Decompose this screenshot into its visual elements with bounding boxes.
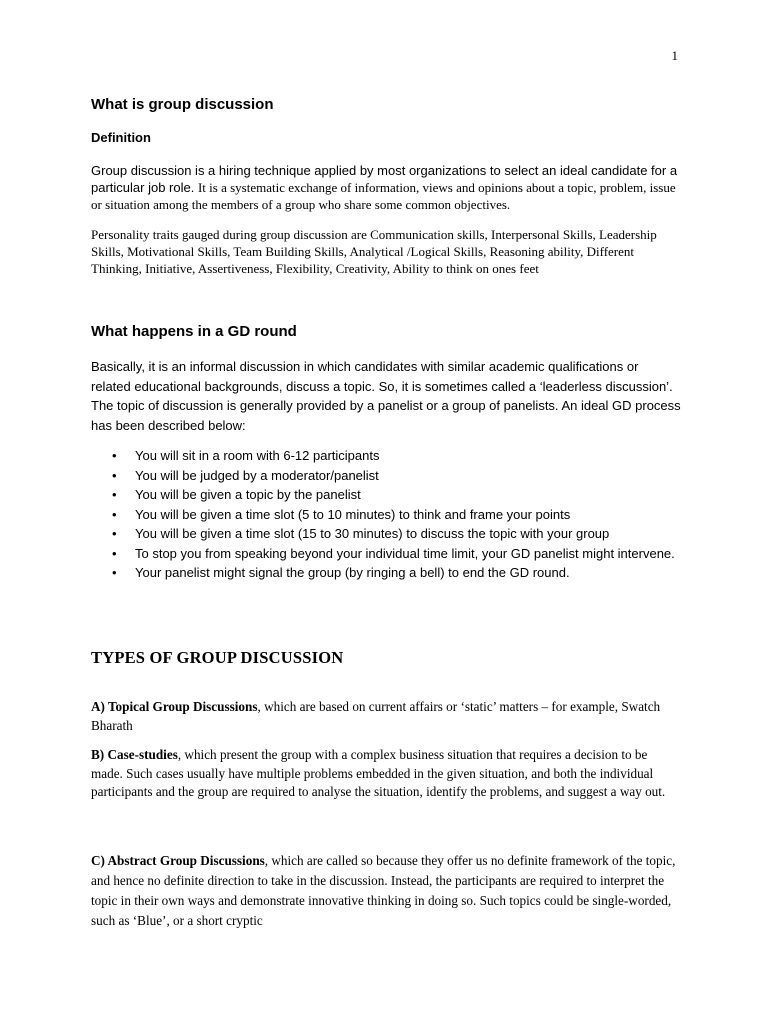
abstract-gd-paragraph — [91, 851, 681, 931]
topical-gd-label: A) Topical Group Discussions — [91, 699, 258, 714]
list-item: • To stop you from speaking beyond your individual time limit, your GD panelist might intervene. — [91, 544, 681, 564]
definition-paragraph — [91, 162, 681, 213]
section-title-types-of-gd: TYPES OF GROUP DISCUSSION — [91, 648, 344, 667]
gd-process-list — [91, 446, 681, 583]
section-title-gd-round: What happens in a GD round — [91, 323, 297, 340]
list-item: • You will be judged by a moderator/panelist — [91, 466, 681, 486]
list-item: • You will sit in a room with 6-12 participants — [91, 446, 681, 466]
definition-heading: Definition — [91, 130, 151, 145]
abstract-gd-text: , which are called so because they offer us no definite framework of the topic, and hence no definite direction to take in the discussion. Instead, the participants are required to interpret the topic in their own ways and demonstrate innovative thinking in doing so. Such topics could be single-worded, such as ‘Blue’, or a short cryptic — [91, 853, 676, 928]
definition-text-part2: It is a systematic exchange of information, views and opinions about a topic, problem, issue or situation among the members of a group who share some common objectives. — [91, 180, 676, 212]
abstract-gd-label: C) Abstract Group Discussions — [91, 853, 265, 868]
topical-gd-text: , which are based on current affairs or ‘static’ matters – for example, Swatch Bharath — [91, 699, 661, 733]
page-number: 1 — [671, 48, 678, 63]
definition-text-part1: Group discussion is a hiring technique applied by most organizations to select an ideal candidate for a particular job role. — [91, 163, 678, 195]
section-title-what-is-gd: What is group discussion — [91, 96, 274, 113]
list-item: • Your panelist might signal the group (by ringing a bell) to end the GD round. — [91, 563, 681, 583]
list-item: • You will be given a time slot (15 to 30 minutes) to discuss the topic with your group — [91, 524, 681, 544]
case-studies-text: , which present the group with a complex business situation that requires a decision to be made. Such cases usually have multiple problems embedded in the given situation, and both the individual participants and the group are required to analyse the situation, identify the problems, and suggest a way out. — [91, 747, 666, 799]
list-item: • You will be given a time slot (5 to 10 minutes) to think and frame your points — [91, 505, 681, 525]
case-studies-label: B) Case-studies — [91, 747, 178, 762]
list-item: • You will be given a topic by the panelist — [91, 485, 681, 505]
personality-traits-paragraph: Personality traits gauged during group discussion are Communication skills, Interpersonal Skills, Leadership Skills, Motivational Skills, Team Building Skills, Analytical /Logical Skills, Reasoning ability, Different Thinking, Initiative, Assertiveness, Flexibility, Creativity, Ability to think on ones feet — [91, 227, 657, 276]
case-studies-paragraph — [91, 746, 681, 802]
topical-gd-paragraph — [91, 698, 681, 735]
gd-round-intro: Basically, it is an informal discussion in which candidates with similar academic qualifications or related educational backgrounds, discuss a topic. So, it is sometimes called a ‘leaderless discussion’. The topic of discussion is generally provided by a panelist or a group of panelists. An ideal GD process has been described below: — [91, 359, 681, 433]
